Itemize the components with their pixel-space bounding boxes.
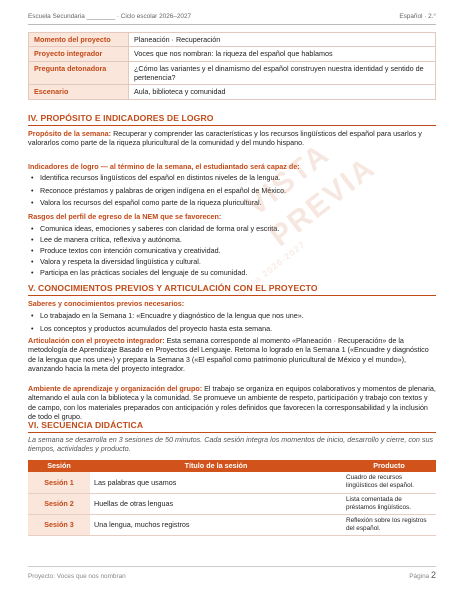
page-header	[28, 13, 436, 25]
articulation-paragraph	[28, 336, 436, 373]
info-key: Proyecto integrador	[29, 47, 129, 61]
product-cell: Cuadro de recursos lingüísticos del español.	[342, 472, 436, 493]
environment-label: Ambiente de aprendizaje y organización del grupo:	[28, 384, 203, 393]
articulation-text: Esta semana corresponde al momento «Planeación · Recuperación» de la metodología de Aprendizaje Basado en Proyectos del Lenguaje. Retoma lo logrado en la Semana 1 («Encuadre y diagnóstico de la lengua que nos une») y prepara la Semana 3 («El español como patrimonio pluricultural de México y el mundo»), avanzando hacia la meta del proyecto integrador.	[28, 336, 429, 374]
footer-project-text: Proyecto: Voces que nos nombran	[28, 573, 126, 580]
column-header: Sesión	[28, 460, 90, 472]
indicators-list	[28, 173, 436, 211]
product-cell: Reflexión sobre los registros del español.	[342, 514, 436, 535]
info-value: Planeación · Recuperación	[129, 33, 436, 47]
prior-knowledge-list	[28, 311, 436, 336]
section6-heading: VI. SECUENCIA DIDÁCTICA	[28, 420, 436, 433]
sequence-header-row	[28, 460, 436, 472]
indicators-label: Indicadores de logro — al término de la semana, el estudiantado será capaz de:	[28, 162, 300, 171]
info-row	[29, 85, 436, 99]
session-cell: Sesión 2	[28, 493, 90, 514]
info-row	[29, 61, 436, 85]
table-row	[28, 493, 436, 514]
table-row	[28, 514, 436, 535]
preview-watermark: VISTA PREVIA	[239, 137, 382, 254]
info-key: Escenario	[29, 85, 129, 99]
prior-item: • Los conceptos y productos acumulados del proyecto hasta esta semana.	[28, 324, 436, 337]
environment-text: El trabajo se organiza en equipos colaborativos y momentos de plenaria, alternando el aula con la biblioteca y la comunidad. Se promueve un ambiente de respeto, participación y trabajo con textos y de campo, con los materiales preparados con anticipación y roles definidos que favorecen la corresponsabilidad y la inclusión de todo el grupo.	[28, 384, 436, 422]
table-row	[28, 472, 436, 493]
info-value: Voces que nos nombran: la riqueza del español que hablamos	[129, 47, 436, 61]
info-value: ¿Cómo las variantes y el dinamismo del español construyen nuestra identidad y sentido de pertenencia?	[129, 61, 436, 85]
page-label: Página	[409, 573, 430, 580]
sequence-table	[28, 460, 436, 536]
page-number-block	[409, 570, 436, 582]
session-cell: Sesión 3	[28, 514, 90, 535]
articulation-label: Articulación con el proyecto integrador:	[28, 336, 165, 345]
column-header: Producto	[342, 460, 436, 472]
product-cell: Lista comentada de préstamos lingüísticos.	[342, 493, 436, 514]
preview-watermark-cycle: Ciclo 2026-2027	[236, 239, 308, 298]
prior-knowledge-label: Saberes y conocimientos previos necesarios:	[28, 299, 185, 308]
subject-grade-text: Español · 2.°	[399, 13, 436, 20]
info-row	[29, 33, 436, 47]
info-key: Pregunta detonadora	[29, 61, 129, 85]
trait-item: • Valora y respeta la diversidad lingüística y cultural.	[28, 257, 436, 268]
traits-list	[28, 224, 436, 279]
traits-label: Rasgos del perfil de egreso de la NEM que se favorecen:	[28, 212, 222, 221]
section5-heading: V. CONOCIMIENTOS PREVIOS Y ARTICULACIÓN CON EL PROYECTO	[28, 283, 436, 296]
trait-item: • Produce textos con intención comunicativa y creatividad.	[28, 246, 436, 257]
section4-heading: IV. PROPÓSITO E INDICADORES DE LOGRO	[28, 113, 436, 126]
trait-item: • Participa en las prácticas sociales del lenguaje de su comunidad.	[28, 268, 436, 279]
indicator-item: • Valora los recursos del español como parte de la riqueza pluricultural.	[28, 198, 436, 211]
session-title-cell: Una lengua, muchos registros	[90, 514, 342, 535]
environment-paragraph	[28, 384, 436, 421]
purpose-text: Recuperar y comprender las características y los recursos lingüísticos del español para usarlos y valorarlos como parte de la riqueza pluricultural de la comunidad y del mundo hispano.	[28, 129, 422, 148]
column-header: Título de la sesión	[90, 460, 342, 472]
indicator-item: • Identifica recursos lingüísticos del español en distintos niveles de la lengua.	[28, 173, 436, 186]
page-number: 2	[430, 570, 436, 580]
session-title-cell: Huellas de otras lenguas	[90, 493, 342, 514]
sequence-intro: La semana se desarrolla en 3 sesiones de 50 minutos. Cada sesión integra los momentos de inicio, desarrollo y cierre, con sus tiempos, actividades y producto.	[28, 435, 434, 454]
trait-item: • Lee de manera crítica, reflexiva y autónoma.	[28, 235, 436, 246]
prior-item: • Lo trabajado en la Semana 1: «Encuadre y diagnóstico de la lengua que nos une».	[28, 311, 436, 324]
page-footer	[28, 566, 436, 582]
trait-item: • Comunica ideas, emociones y saberes con claridad de forma oral y escrita.	[28, 224, 436, 235]
session-cell: Sesión 1	[28, 472, 90, 493]
session-title-cell: Las palabras que usamos	[90, 472, 342, 493]
purpose-label: Propósito de la semana:	[28, 129, 112, 138]
purpose-paragraph	[28, 129, 436, 148]
info-key: Momento del proyecto	[29, 33, 129, 47]
info-value: Aula, biblioteca y comunidad	[129, 85, 436, 99]
project-info-table	[28, 32, 436, 100]
school-cycle-text: Escuela Secundaria ________ · Ciclo escolar 2026–2027	[28, 13, 192, 20]
indicator-item: • Reconoce préstamos y palabras de origen indígena en el español de México.	[28, 186, 436, 199]
info-row	[29, 47, 436, 61]
